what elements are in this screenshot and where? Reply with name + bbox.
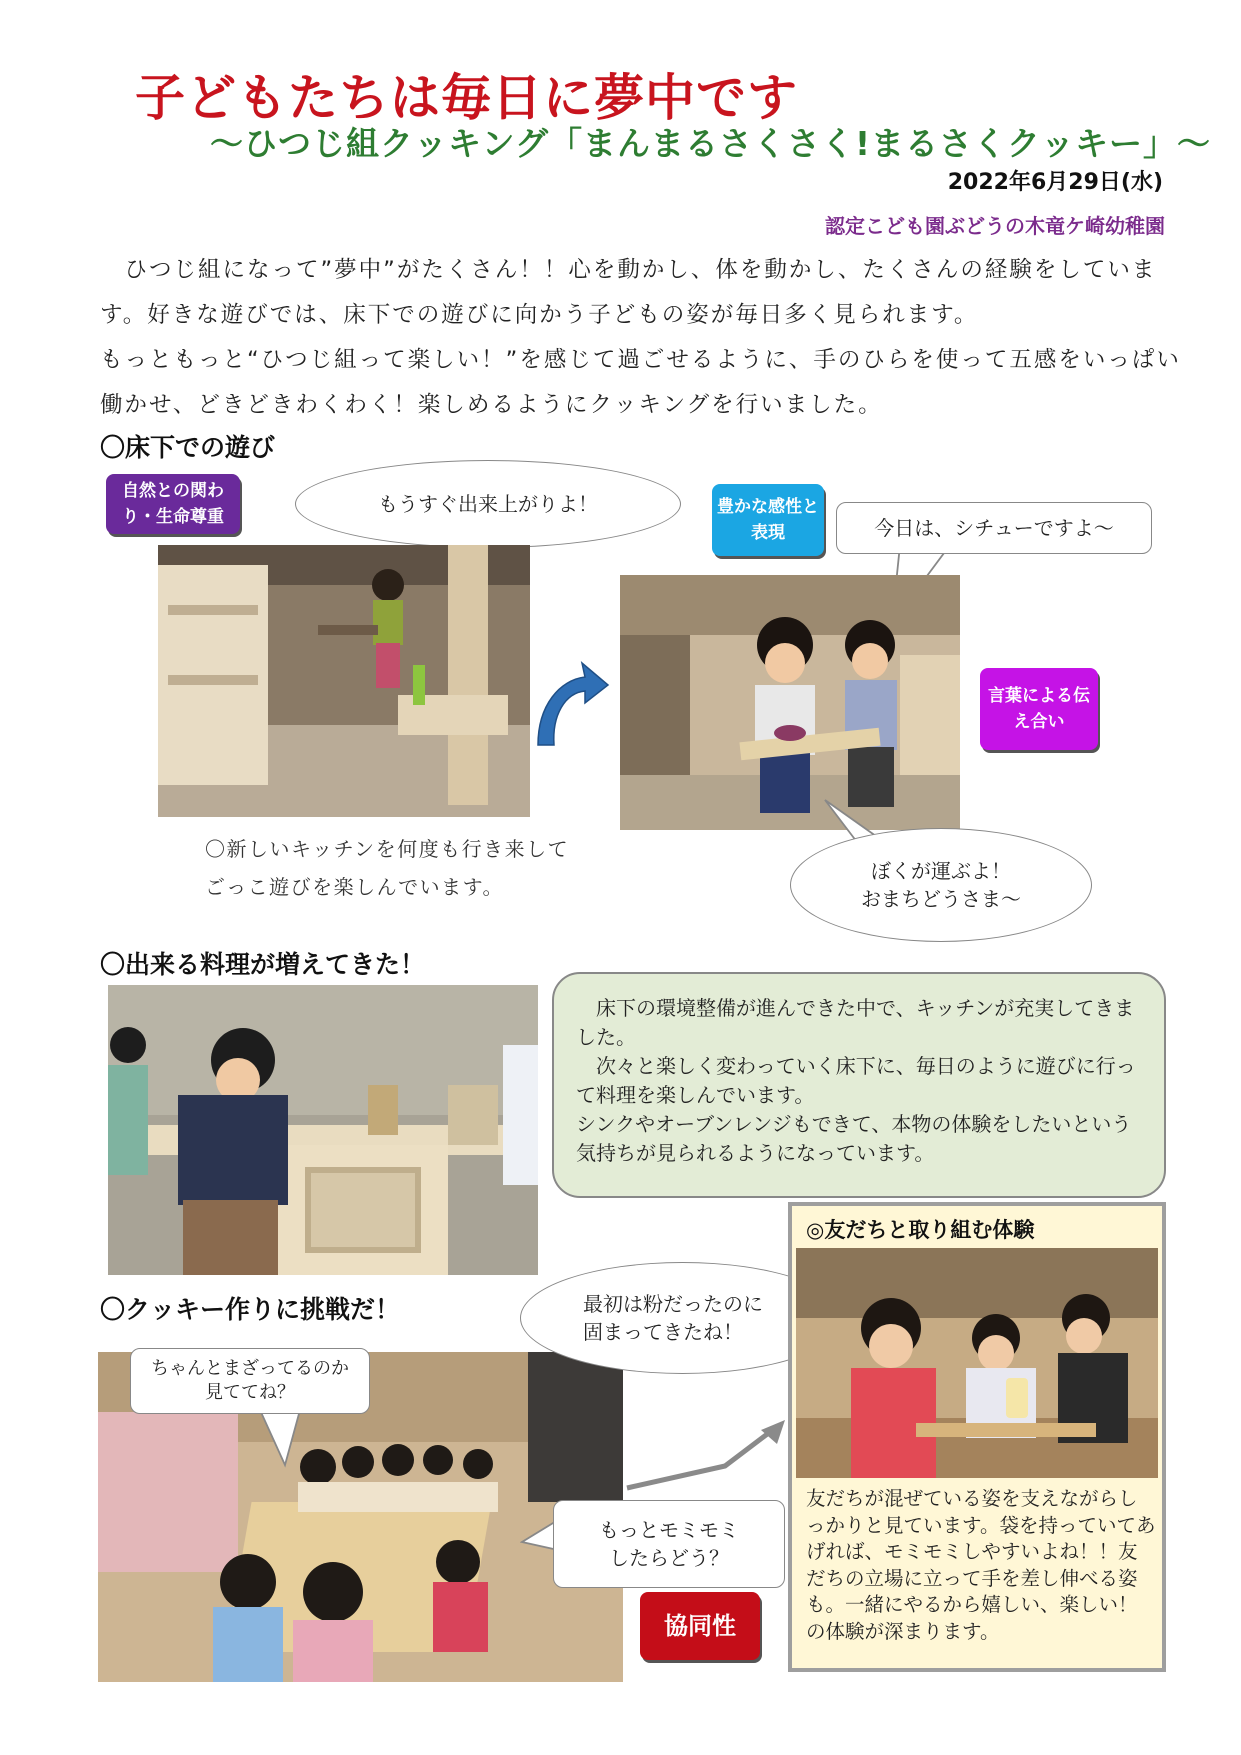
speech-more-line-1: もっとモミモミ (599, 1518, 739, 1542)
speech-bubble-more (553, 1500, 785, 1588)
speech-bubble-mixed (130, 1348, 370, 1414)
intro-paragraph-1: ひつじ組になって”夢中”がたくさん！！心を動かし、体を動かし、たくさんの経験をしています。好きな遊びでは、床下での遊びに向かう子どもの姿が毎日多く見られます。 (100, 257, 1157, 328)
bubble-tail-mixed (255, 1410, 315, 1470)
publish-date: 2022年6月29日(水) (947, 170, 1163, 195)
tag-nature (106, 474, 240, 534)
text-box-kitchen (552, 972, 1166, 1198)
speech-carry-line-1: ぼくが運ぶよ！ (871, 859, 1011, 883)
speech-more-line-2: したらどう？ (609, 1546, 729, 1570)
speech-bubble-stew (836, 502, 1152, 554)
speech-bubble-almost (295, 460, 681, 548)
tag-expression-label: 豊かな感性と表現 (717, 497, 819, 543)
photo-underfloor-kitchen (158, 545, 530, 817)
kitchen-text-line-1: 床下の環境整備が進んできた中で、キッチンが充実してきました。 (576, 996, 1135, 1049)
tag-words-label: 言葉による伝え合い (988, 686, 1090, 732)
speech-stew-text: 今日は、シチューですよ～ (874, 516, 1114, 540)
photo-friends-cooking (796, 1248, 1158, 1478)
speech-mixed-line-2: 見ててね？ (205, 1382, 295, 1403)
caption-line-2: ごっこ遊びを楽しんでいます。 (205, 875, 504, 899)
section-heading-cookies: 〇クッキー作りに挑戦だ！ (100, 1295, 401, 1324)
tag-cooperation-label: 協同性 (664, 1612, 736, 1640)
caption-line-1: 〇新しいキッチンを何度も行き来して (205, 837, 570, 861)
tag-cooperation (640, 1592, 760, 1660)
intro-text (100, 248, 1190, 428)
kitchen-text-line-3: シンクやオーブンレンジもできて、本物の体験をしたいという気持ちが見られるようになっています。 (576, 1112, 1132, 1165)
friends-text: 友だちが混ぜている姿を支えながらしっかりと見ています。袋を持っていてあげれば、モミモミしやすいよね！！友だちの立場に立って手を差し伸べる姿も。一緒にやるから嬉しい、楽しい！の体験が深まります。 (806, 1487, 1156, 1643)
section-heading-underfloor: 〇床下での遊び (100, 433, 276, 462)
speech-almost-text: もうすぐ出来上がりよ！ (378, 492, 598, 516)
friends-panel (788, 1202, 1166, 1672)
speech-mixed-line-1: ちゃんとまざってるのか (151, 1358, 349, 1379)
speech-flour-line-2: 固まってきたね！ (583, 1320, 743, 1344)
caption-underfloor (205, 830, 625, 906)
friends-title: ◎友だちと取り組む体験 (806, 1218, 1035, 1242)
photo-kitchen-counter (108, 985, 538, 1275)
intro-paragraph-2: もっともっと“ひつじ組って楽しい！”を感じて過ごせるように、手のひらを使って五感をいっぱい働かせ、どきどきわくわく！楽しめるようにクッキングを行いました。 (100, 347, 1181, 418)
curved-arrow-icon (530, 655, 610, 750)
school-name: 認定こども園ぶどうの木竜ケ崎幼稚園 (825, 214, 1165, 238)
page-title: 子どもたちは毎日に夢中です (135, 69, 798, 127)
arrow-to-friends-icon (625, 1418, 790, 1498)
tag-expression (712, 484, 824, 556)
tag-words (980, 668, 1098, 750)
speech-bubble-carry (790, 828, 1092, 942)
tag-nature-label: 自然との関わり・生命尊重 (122, 481, 224, 527)
kitchen-text-line-2: 次々と楽しく変わっていく床下に、毎日のように遊びに行って料理を楽しんでいます。 (576, 1054, 1136, 1107)
photo-two-boys-tray (620, 575, 960, 830)
speech-carry-line-2: おまちどうさま～ (861, 887, 1021, 911)
speech-flour-line-1: 最初は粉だったのに (583, 1292, 763, 1316)
page-subtitle: ～ひつじ組クッキング「まんまるさくさく!まるさくクッキー」～ (210, 124, 1212, 163)
section-heading-more-dishes: 〇出来る料理が増えてきた！ (100, 950, 426, 979)
